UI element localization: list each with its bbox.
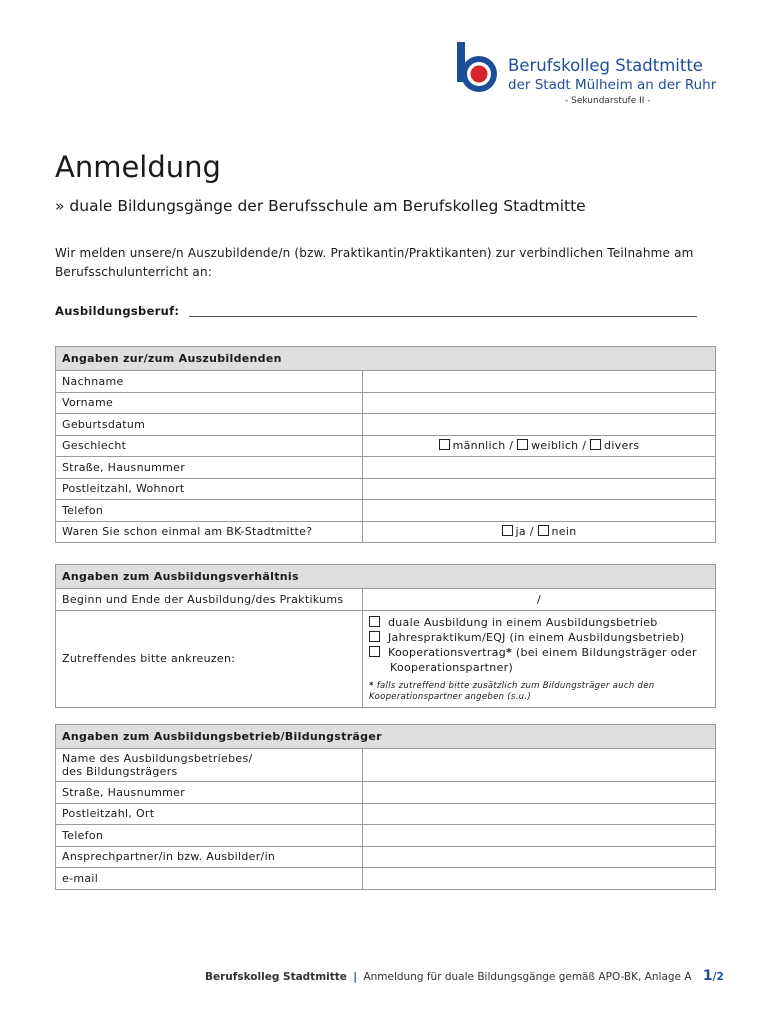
training-table (55, 564, 716, 708)
label-email: e-mail (56, 868, 363, 890)
input-nachname[interactable] (363, 371, 716, 393)
koop-star: * (506, 645, 513, 659)
label-ja: ja / (515, 525, 534, 539)
school-level: - Sekundarstufe II - (565, 96, 651, 106)
label-koop: Kooperationsvertrag (388, 645, 506, 659)
table-row (56, 846, 716, 868)
table-row (56, 782, 716, 804)
label-geburtsdatum: Geburtsdatum (56, 414, 363, 436)
page-subtitle: » duale Bildungsgänge der Berufsschule am Berufskolleg Stadtmitte (55, 197, 586, 215)
option-dual (369, 615, 709, 630)
trainee-heading: Angaben zur/zum Auszubildenden (56, 347, 716, 371)
page-title: Anmeldung (55, 150, 221, 184)
page-number (702, 968, 724, 984)
label-company-name (56, 749, 363, 782)
label-schon: Waren Sie schon einmal am BK-Stadtmitte? (56, 521, 363, 543)
label-company-strasse: Straße, Hausnummer (56, 782, 363, 804)
gender-options (363, 435, 716, 457)
label-jahr: Jahrespraktikum/EQJ (in einem Ausbildungsbetrieb) (388, 630, 685, 644)
label-name1: Name des Ausbildungsbetriebes/ (62, 752, 253, 765)
note-star: * (369, 680, 374, 691)
input-ansprech[interactable] (363, 846, 716, 868)
training-options (363, 610, 716, 707)
table-row (56, 589, 716, 611)
checkbox-koop[interactable] (369, 646, 380, 657)
note-text: falls zutreffend bitte zusätzlich zum Bildungsträger auch den Kooperationspartner angeben (s.u.) (369, 680, 655, 702)
option-koop (369, 645, 709, 660)
trainee-table (55, 346, 716, 543)
table-row (56, 371, 716, 393)
school-logo (455, 40, 725, 115)
footnote (369, 681, 709, 703)
option-jahr (369, 630, 709, 645)
table-row (56, 803, 716, 825)
label-period: Beginn und Ende der Ausbildung/des Praktikums (56, 589, 363, 611)
company-heading: Angaben zum Ausbildungsbetrieb/Bildungsträger (56, 725, 716, 749)
input-company-name[interactable] (363, 749, 716, 782)
table-row (56, 478, 716, 500)
table-row (56, 521, 716, 543)
label-ansprech: Ansprechpartner/in bzw. Ausbilder/in (56, 846, 363, 868)
page-current: 1 (702, 968, 713, 984)
input-company-telefon[interactable] (363, 825, 716, 847)
table-row (56, 414, 716, 436)
school-name: Berufskolleg Stadtmitte (508, 56, 703, 75)
checkbox-jahr[interactable] (369, 631, 380, 642)
checkbox-maennlich[interactable] (439, 439, 450, 450)
label-company-telefon: Telefon (56, 825, 363, 847)
footer-text: Anmeldung für duale Bildungsgänge gemäß APO-BK, Anlage A (363, 971, 692, 983)
yes-no-options (363, 521, 716, 543)
label-dual: duale Ausbildung in einem Ausbildungsbetrieb (388, 615, 658, 629)
label-nachname: Nachname (56, 371, 363, 393)
checkbox-divers[interactable] (590, 439, 601, 450)
label-telefon: Telefon (56, 500, 363, 522)
input-strasse[interactable] (363, 457, 716, 479)
table-row (56, 749, 716, 782)
training-heading: Angaben zum Ausbildungsverhältnis (56, 565, 716, 589)
label-weiblich: weiblich / (531, 439, 587, 453)
label-vorname: Vorname (56, 392, 363, 414)
table-row (56, 457, 716, 479)
footer-school: Berufskolleg Stadtmitte (205, 971, 347, 983)
label-divers: divers (604, 439, 640, 453)
intro-text: Wir melden unsere/n Auszubildende/n (bzw. Praktikantin/Praktikanten) zur verbindlichen Teilnahme am Berufsschulunterricht an: (55, 246, 694, 279)
table-row (56, 868, 716, 890)
label-koop-b: (bei einem Bildungsträger oder (512, 645, 697, 659)
occupation-label: Ausbildungsberuf: (55, 304, 180, 318)
label-plz: Postleitzahl, Wohnort (56, 478, 363, 500)
occupation-field (55, 304, 697, 318)
label-geschlecht: Geschlecht (56, 435, 363, 457)
page-total: /2 (712, 971, 724, 983)
input-geburtsdatum[interactable] (363, 414, 716, 436)
table-row (56, 825, 716, 847)
checkbox-ja[interactable] (502, 525, 513, 536)
label-maennlich: männlich / (452, 439, 514, 453)
label-tick: Zutreffendes bitte ankreuzen: (56, 610, 363, 707)
footer-separator: | (353, 971, 358, 983)
input-company-strasse[interactable] (363, 782, 716, 804)
table-row (56, 435, 716, 457)
input-vorname[interactable] (363, 392, 716, 414)
table-row (56, 392, 716, 414)
input-email[interactable] (363, 868, 716, 890)
checkbox-weiblich[interactable] (517, 439, 528, 450)
school-logo-icon (455, 42, 501, 94)
input-telefon[interactable] (363, 500, 716, 522)
label-nein: nein (551, 525, 577, 539)
school-city: der Stadt Mülheim an der Ruhr (508, 77, 717, 93)
page-footer (205, 968, 724, 984)
occupation-input-line[interactable] (189, 306, 697, 317)
input-period[interactable]: / (363, 589, 716, 611)
checkbox-dual[interactable] (369, 616, 380, 627)
table-row (56, 610, 716, 707)
label-name2: des Bildungsträgers (62, 765, 178, 778)
label-company-plz: Postleitzahl, Ort (56, 803, 363, 825)
table-row (56, 500, 716, 522)
checkbox-nein[interactable] (538, 525, 549, 536)
label-strasse: Straße, Hausnummer (56, 457, 363, 479)
input-plz[interactable] (363, 478, 716, 500)
company-table (55, 724, 716, 890)
label-koop-c: Kooperationspartner) (390, 660, 514, 674)
input-company-plz[interactable] (363, 803, 716, 825)
